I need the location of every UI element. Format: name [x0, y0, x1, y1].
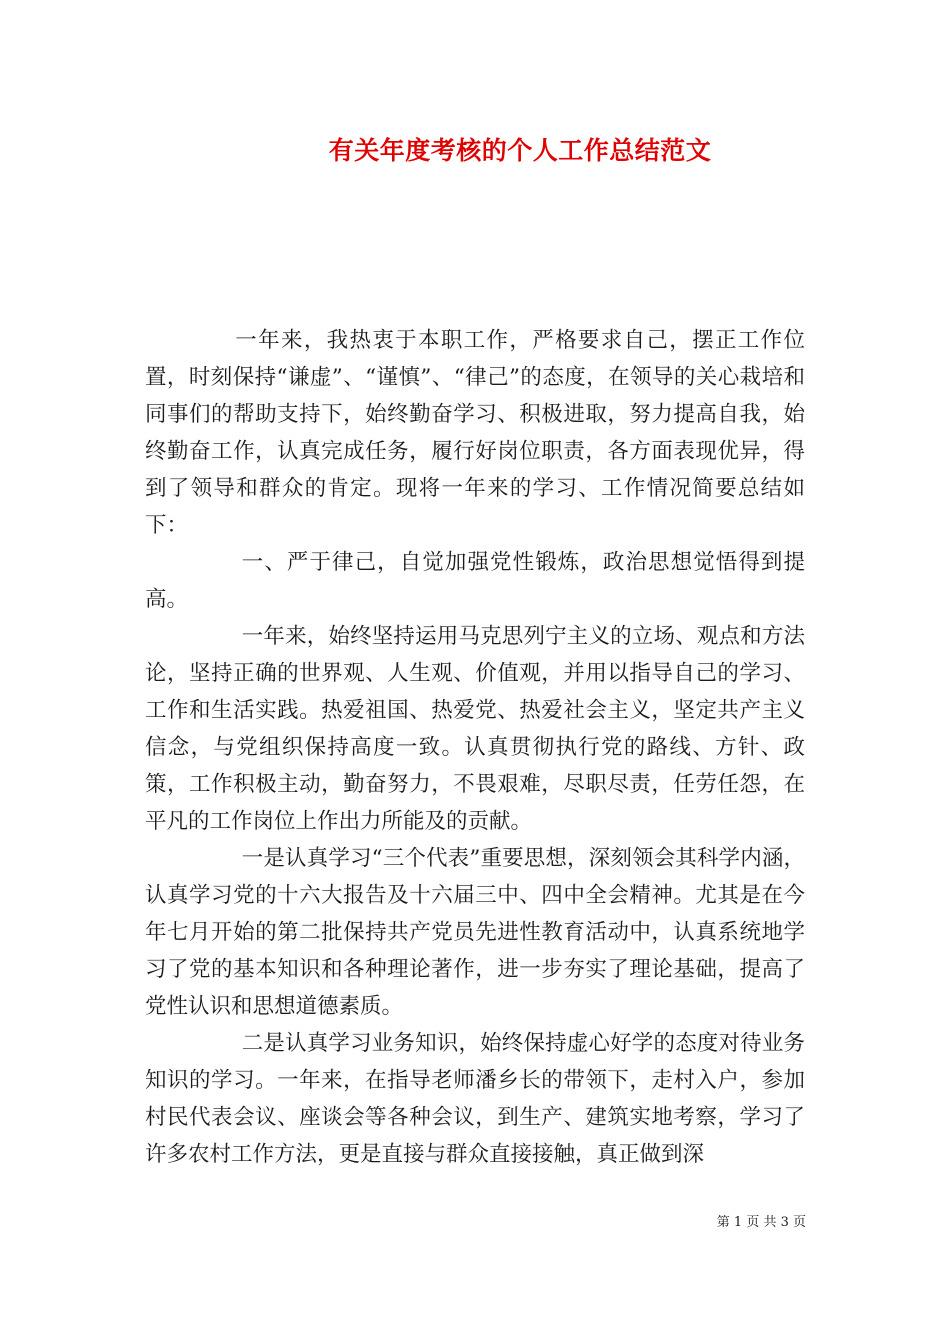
- paragraph-political: 一年来，始终坚持运用马克思列宁主义的立场、观点和方法论，坚持正确的世界观、人生观、价值观，并用以指导自己的学习、工作和生活实践。热爱祖国、热爱党、热爱社会主义，坚定共产主义信念，与党组织保持高度一致。认真贯彻执行党的路线、方针、政策，工作积极主动，勤奋努力，不畏艰难，尽职尽责，任劳任怨，在平凡的工作岗位上作出力所能及的贡献。: [145, 624, 805, 834]
- document-title: 有关年度考核的个人工作总结范文: [328, 136, 712, 165]
- page-number-footer: 第 1 页 共 3 页: [716, 1215, 806, 1230]
- document-body: [145, 322, 805, 1173]
- paragraph-point-two: 二是认真学习业务知识，始终保持虚心好学的态度对待业务知识的学习。一年来，在指导老师潘乡长的带领下，走村入户，参加村民代表会议、座谈会等各种会议，到生产、建筑实地考察，学习了许多农村工作方法，更是直接与群众直接接触，真正做到深: [145, 1031, 805, 1167]
- paragraph-intro: 一年来，我热衷于本职工作，严格要求自己，摆正工作位置，时刻保持“谦虚”、“谨慎”、“律己”的态度，在领导的关心栽培和同事们的帮助支持下，始终勤奋学习、积极进取，努力提高自我，始终勤奋工作，认真完成任务，履行好岗位职责，各方面表现优异，得到了领导和群众的肯定。现将一年来的学习、工作情况简要总结如下：: [145, 328, 805, 538]
- paragraph-point-one: 一是认真学习“三个代表”重要思想，深刻领会其科学内涵，认真学习党的十六大报告及十六届三中、四中全会精神。尤其是在今年七月开始的第二批保持共产党员先进性教育活动中，认真系统地学习了党的基本知识和各种理论著作，进一步夯实了理论基础，提高了党性认识和思想道德素质。: [145, 846, 805, 1019]
- paragraph-section-heading: 一、严于律己，自觉加强党性锻炼，政治思想觉悟得到提高。: [145, 550, 805, 612]
